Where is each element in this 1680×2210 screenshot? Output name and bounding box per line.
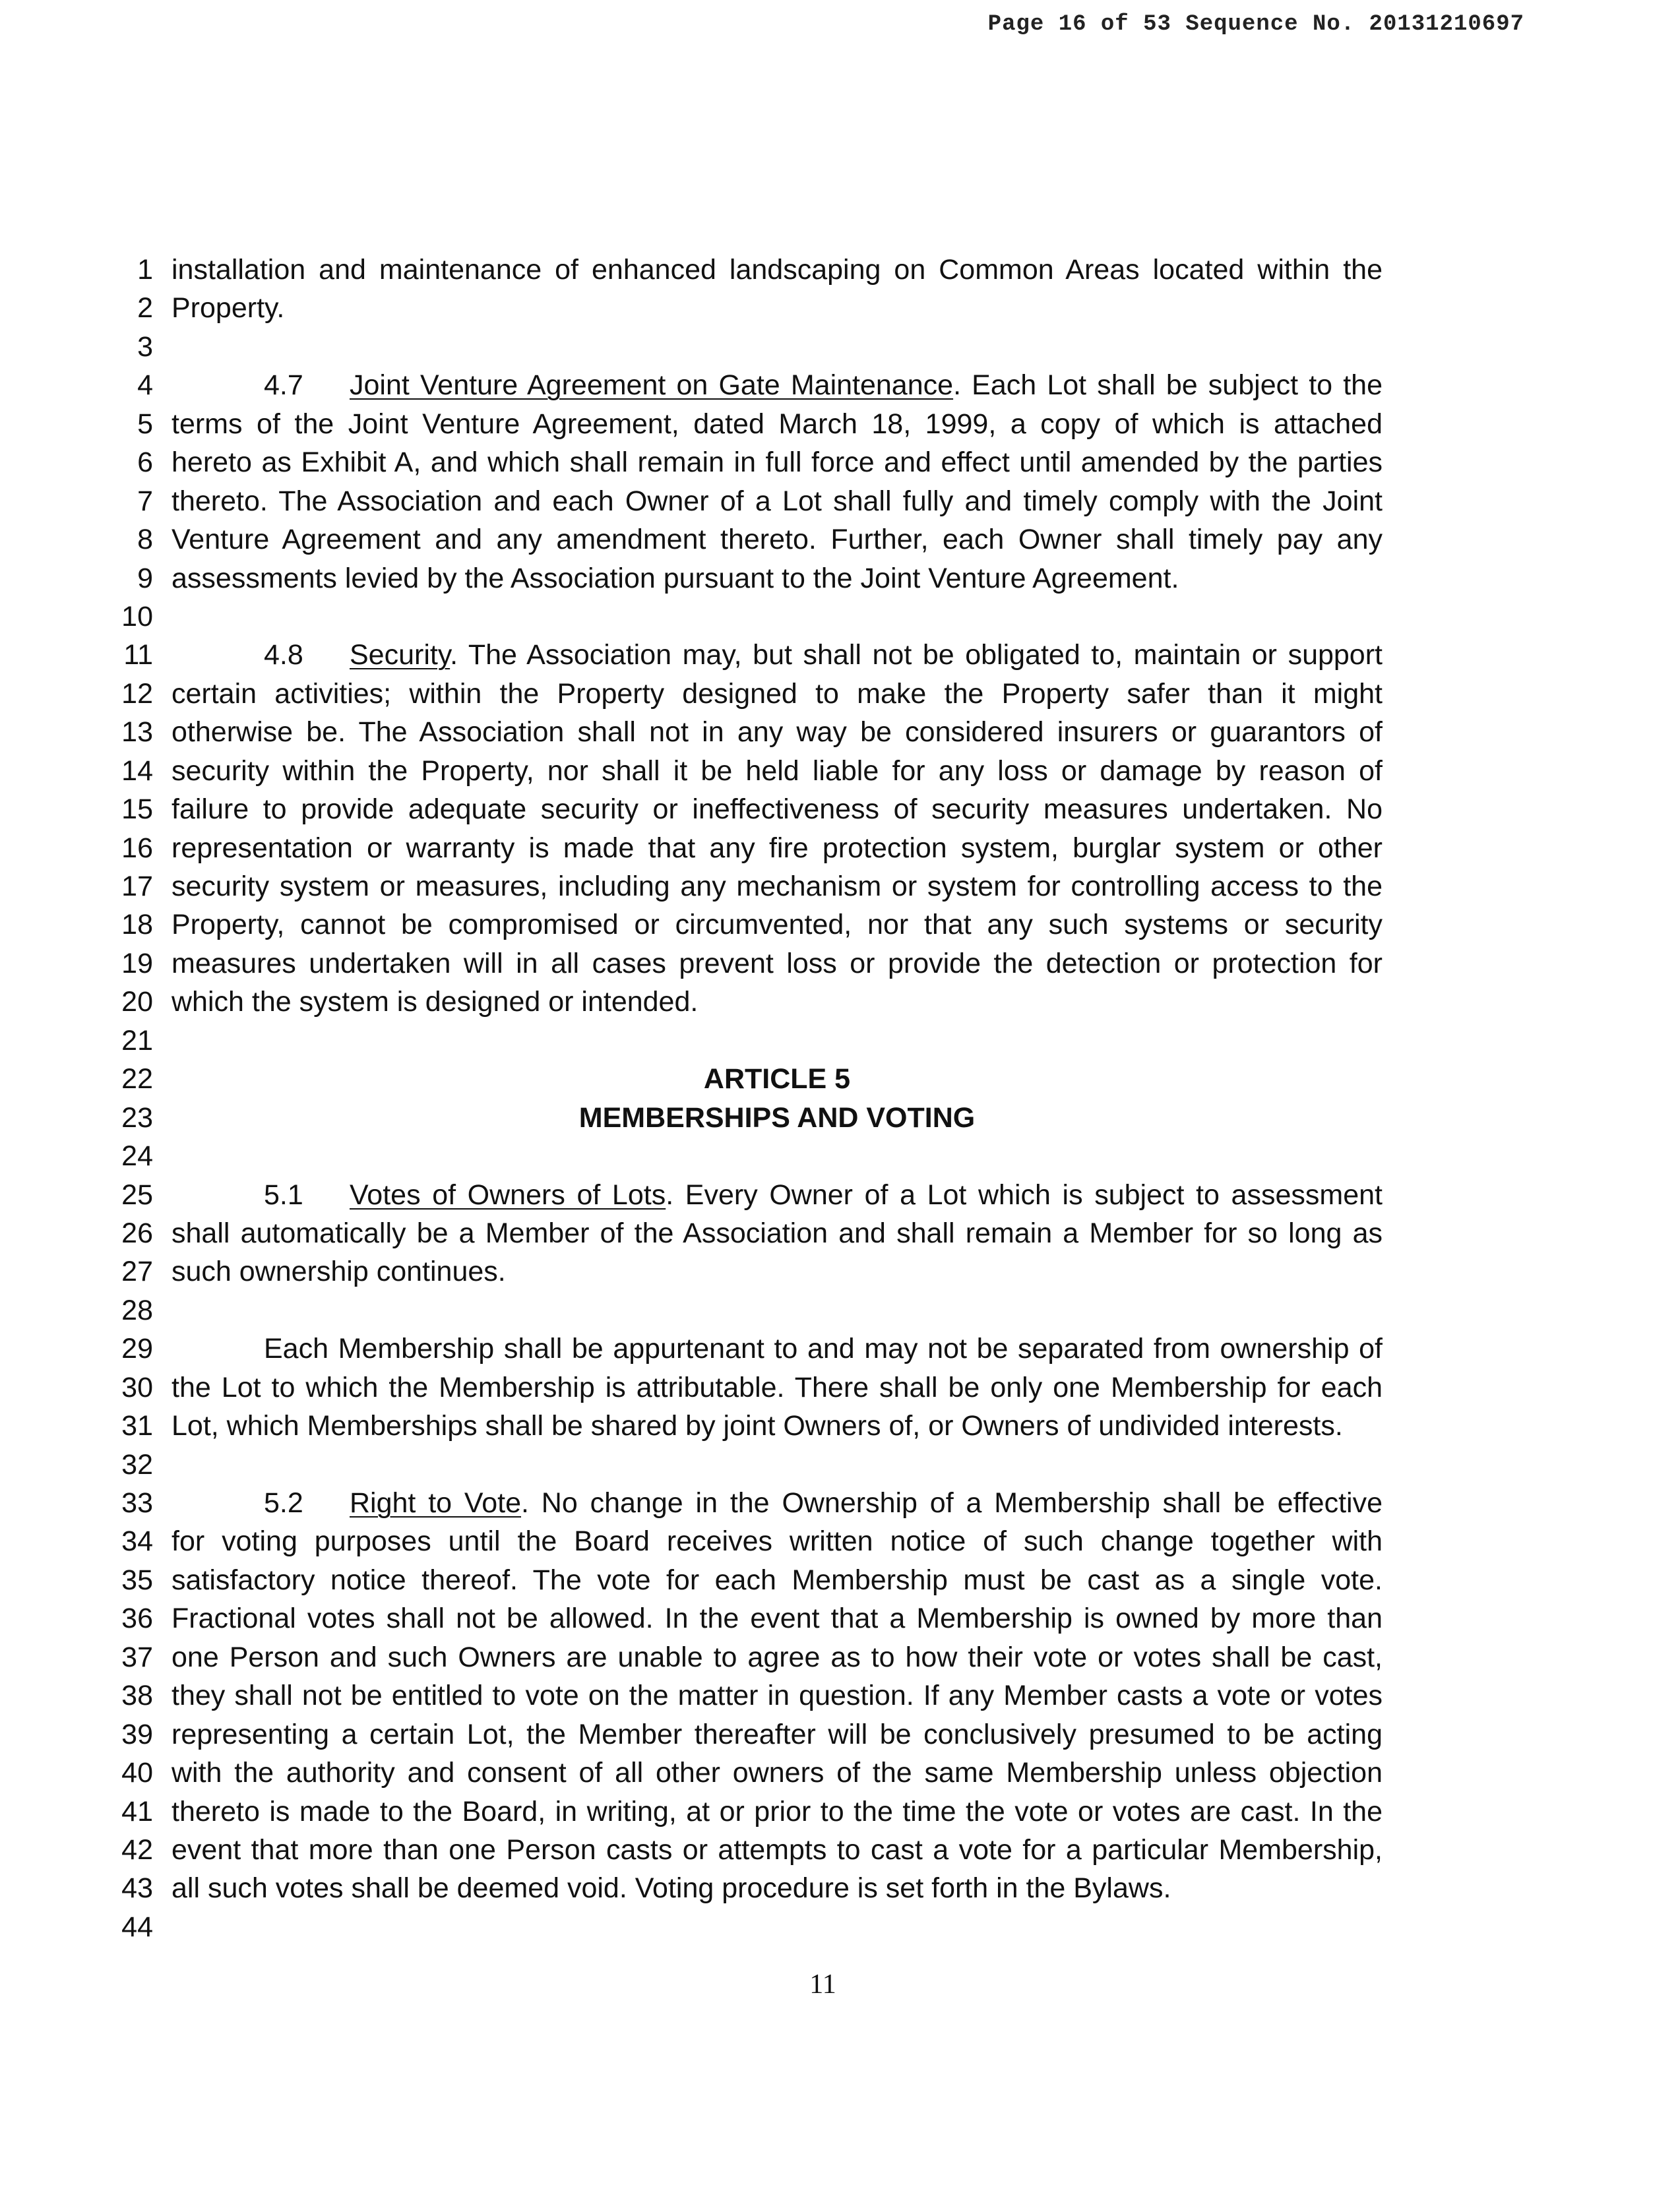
document-line — [0, 598, 1680, 636]
document-line — [0, 1522, 1680, 1560]
line-number: 38 — [121, 1680, 153, 1712]
line-text: installation and maintenance of enhanced landscaping on Common Areas located within the — [171, 254, 1383, 286]
line-number: 22 — [121, 1063, 153, 1095]
document-line — [0, 1252, 1680, 1291]
line-text: security system or measures, including any mechanism or system for controlling access to the — [171, 871, 1383, 902]
line-number: 31 — [121, 1410, 153, 1442]
line-text: which the system is designed or intended. — [171, 986, 699, 1018]
document-line — [0, 867, 1680, 905]
line-number: 6 — [137, 446, 153, 479]
line-number: 23 — [121, 1101, 153, 1134]
document-line — [0, 1330, 1680, 1368]
line-number: 39 — [121, 1718, 153, 1750]
line-text: security within the Property, nor shall it be held liable for any loss or damage by reason of — [171, 754, 1383, 787]
section-text: . No change in the Ownership of a Membership shall be effective — [521, 1487, 1383, 1519]
document-line — [0, 1022, 1680, 1060]
line-number: 11 — [123, 639, 153, 671]
document-line — [0, 328, 1680, 366]
line-number: 24 — [121, 1140, 153, 1173]
document-line — [0, 675, 1680, 713]
document-line — [0, 1638, 1680, 1676]
line-number: 44 — [121, 1911, 153, 1943]
line-number: 28 — [121, 1294, 153, 1326]
line-text: certain activities; within the Property designed to make the Property safer than it might — [171, 677, 1383, 710]
document-line — [0, 482, 1680, 520]
document-line — [0, 1214, 1680, 1252]
line-text: shall automatically be a Member of the Association and shall remain a Member for so long as — [171, 1217, 1383, 1249]
line-number: 17 — [121, 871, 153, 902]
section-number: 4.8 — [264, 639, 303, 671]
line-text: Lot, which Memberships shall be shared by joint Owners of, or Owners of undivided interests. — [171, 1410, 1343, 1442]
document-line — [0, 251, 1680, 289]
document-line — [0, 1291, 1680, 1330]
line-text: Venture Agreement and any amendment thereto. Further, each Owner shall timely pay any — [171, 524, 1383, 556]
section-heading-line — [171, 366, 1383, 404]
line-text: Property, cannot be compromised or circumvented, nor that any such systems or security — [171, 909, 1383, 941]
line-text: otherwise be. The Association shall not in any way be considered insurers or guarantors of — [171, 716, 1383, 749]
line-text: measures undertaken will in all cases prevent loss or provide the detection or protection for — [171, 947, 1383, 979]
document-line — [0, 1484, 1680, 1522]
line-number: 9 — [137, 562, 153, 594]
line-text: all such votes shall be deemed void. Voting procedure is set forth in the Bylaws. — [171, 1872, 1171, 1905]
section-title: Joint Venture Agreement on Gate Maintenance — [350, 369, 954, 402]
document-line — [0, 636, 1680, 674]
line-number: 7 — [137, 485, 153, 517]
section-title: Right to Vote — [350, 1487, 522, 1519]
document-line — [0, 1869, 1680, 1907]
line-number: 30 — [121, 1371, 153, 1403]
line-text: representation or warranty is made that any fire protection system, burglar system or other — [171, 832, 1383, 864]
line-number: 19 — [121, 947, 153, 979]
document-line — [0, 559, 1680, 598]
line-text: for voting purposes until the Board receives written notice of such change together with — [171, 1525, 1383, 1558]
document-line — [0, 752, 1680, 790]
line-number: 42 — [121, 1833, 153, 1866]
line-text: thereto. The Association and each Owner of a Lot shall fully and timely comply with the Joint — [171, 485, 1383, 517]
document-line — [0, 790, 1680, 828]
page-sequence-header: Page 16 of 53 Sequence No. 20131210697 — [987, 12, 1524, 37]
line-text: Each Membership shall be appurtenant to and may not be separated from ownership of — [264, 1333, 1383, 1365]
document-line — [0, 1676, 1680, 1715]
line-text: satisfactory notice thereof. The vote for each Membership must be cast as a single vote. — [171, 1564, 1383, 1596]
page-number: 11 — [809, 1969, 836, 2000]
article-heading: MEMBERSHIPS AND VOTING — [578, 1101, 976, 1134]
line-number: 2 — [137, 292, 153, 324]
section-text: . The Association may, but shall not be obligated to, maintain or support — [450, 639, 1383, 671]
line-text: the Lot to which the Membership is attributable. There shall be only one Membership for each — [171, 1371, 1383, 1403]
section-number: 5.2 — [264, 1487, 303, 1519]
document-line — [0, 1446, 1680, 1484]
line-number: 13 — [121, 716, 153, 749]
line-number: 14 — [121, 754, 153, 787]
line-number: 8 — [137, 524, 153, 556]
line-number: 5 — [137, 408, 153, 440]
document-line — [0, 1793, 1680, 1831]
line-number: 10 — [121, 600, 153, 632]
line-number: 21 — [121, 1024, 153, 1057]
line-text: thereto is made to the Board, in writing, at or prior to the time the vote or votes are cast. In the — [171, 1795, 1383, 1827]
document-line — [0, 829, 1680, 867]
document-line — [0, 366, 1680, 404]
document-line — [0, 405, 1680, 443]
line-number: 33 — [121, 1487, 153, 1519]
document-line — [0, 1561, 1680, 1599]
document-line — [0, 1099, 1680, 1137]
document-line — [0, 1715, 1680, 1754]
line-number: 32 — [121, 1448, 153, 1481]
line-text: one Person and such Owners are unable to agree as to how their vote or votes shall be cast, — [171, 1641, 1383, 1673]
document-line — [0, 289, 1680, 327]
line-number: 3 — [137, 330, 153, 363]
document-line — [0, 1754, 1680, 1792]
document-line — [0, 1407, 1680, 1445]
line-text: representing a certain Lot, the Member thereafter will be conclusively presumed to be acting — [171, 1718, 1383, 1750]
document-line — [0, 1599, 1680, 1638]
line-number: 41 — [121, 1795, 153, 1827]
line-number: 15 — [121, 793, 153, 826]
line-number: 20 — [121, 986, 153, 1018]
line-number: 34 — [121, 1525, 153, 1558]
section-title: Votes of Owners of Lots — [350, 1179, 666, 1211]
line-number: 18 — [121, 909, 153, 941]
line-text: with the authority and consent of all other owners of the same Membership unless objection — [171, 1757, 1383, 1789]
document-line — [0, 443, 1680, 481]
line-text: hereto as Exhibit A, and which shall remain in full force and effect until amended by the parties — [171, 446, 1383, 479]
line-number: 25 — [121, 1179, 153, 1211]
document-line — [0, 905, 1680, 944]
line-text: event that more than one Person casts or attempts to cast a vote for a particular Membership, — [171, 1833, 1383, 1866]
line-number: 26 — [121, 1217, 153, 1249]
line-text: Fractional votes shall not be allowed. In the event that a Membership is owned by more than — [171, 1603, 1383, 1635]
line-text: they shall not be entitled to vote on the matter in question. If any Member casts a vote or votes — [171, 1680, 1383, 1712]
document-line — [0, 1831, 1680, 1869]
section-number: 4.7 — [264, 369, 303, 402]
document-line — [0, 1908, 1680, 1946]
line-number: 36 — [121, 1603, 153, 1635]
line-number: 4 — [137, 369, 153, 402]
line-number: 1 — [137, 254, 153, 286]
line-number: 29 — [121, 1333, 153, 1365]
document-line — [0, 1176, 1680, 1214]
section-number: 5.1 — [264, 1179, 303, 1211]
document-line — [0, 520, 1680, 559]
article-heading: ARTICLE 5 — [703, 1063, 851, 1095]
document-line — [0, 983, 1680, 1021]
line-number: 40 — [121, 1757, 153, 1789]
section-heading-line — [171, 636, 1383, 674]
section-text: . Every Owner of a Lot which is subject to assessment — [666, 1179, 1383, 1211]
line-number: 16 — [121, 832, 153, 864]
document-line — [0, 1060, 1680, 1098]
line-text: such ownership continues. — [171, 1256, 506, 1288]
line-number: 12 — [121, 677, 153, 710]
line-number: 35 — [121, 1564, 153, 1596]
line-text: failure to provide adequate security or ineffectiveness of security measures undertaken. No — [171, 793, 1383, 826]
document-body — [0, 251, 1680, 1946]
section-title: Security — [350, 639, 451, 671]
line-number: 37 — [121, 1641, 153, 1673]
document-line — [0, 713, 1680, 751]
line-text: Property. — [171, 292, 285, 324]
document-line — [0, 1368, 1680, 1407]
line-text: terms of the Joint Venture Agreement, dated March 18, 1999, a copy of which is attached — [171, 408, 1383, 440]
line-number: 43 — [121, 1872, 153, 1905]
section-heading-line — [171, 1176, 1383, 1214]
document-line — [0, 1137, 1680, 1175]
section-heading-line — [171, 1484, 1383, 1522]
section-text: . Each Lot shall be subject to the — [953, 369, 1383, 402]
line-text: assessments levied by the Association pursuant to the Joint Venture Agreement. — [171, 562, 1179, 594]
line-number: 27 — [121, 1256, 153, 1288]
document-line — [0, 944, 1680, 983]
